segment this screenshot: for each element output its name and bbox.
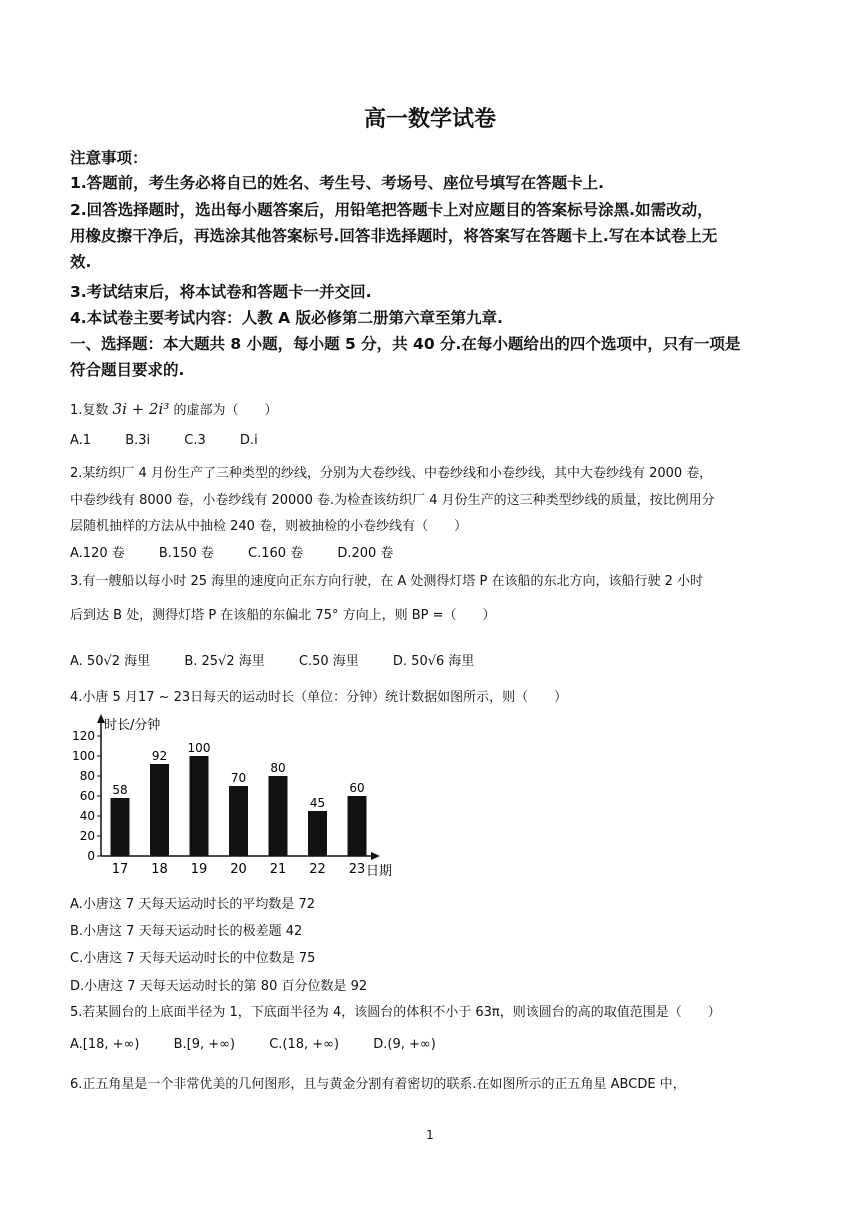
note-3: 3.考试结束后，将本试卷和答题卡一并交回. — [70, 283, 372, 301]
bar — [348, 796, 367, 856]
x-tick-label: 20 — [230, 862, 247, 877]
y-tick-label: 80 — [79, 769, 95, 783]
question-4-stem: 4.小唐 5 月17 ~ 23日每天的运动时长（单位：分钟）统计数据如图所示，则（ ） — [70, 690, 568, 705]
question-2-options — [70, 542, 423, 561]
x-tick-labels — [112, 862, 366, 877]
notes-heading: 注意事项： — [70, 149, 148, 167]
note-4: 4.本试卷主要考试内容：人教 A 版必修第二册第六章至第九章. — [70, 309, 503, 327]
note-2-line-2: 用橡皮擦干净后，再选涂其他答案标号.回答非选择题时，将答案写在答题卡上.写在本试卷上无 — [70, 227, 718, 245]
bar — [111, 798, 130, 856]
y-tick-label: 0 — [87, 849, 95, 863]
x-tick-label: 18 — [151, 862, 168, 877]
option-c: C.50 海里 — [298, 654, 359, 669]
page-title: 高一数学试卷 — [363, 107, 496, 132]
option-b: B.[9, +∞) — [173, 1037, 236, 1052]
option-b: B.150 卷 — [158, 546, 214, 561]
page-number: 1 — [426, 1128, 434, 1142]
question-3-line-2: 后到达 B 处，测得灯塔 P 在该船的东偏北 75° 方向上，则 BP =（ ） — [70, 608, 496, 623]
y-tick-label: 20 — [79, 829, 95, 843]
bar — [229, 786, 248, 856]
bar-value-label: 58 — [112, 783, 128, 797]
option-a: A.120 卷 — [70, 546, 125, 561]
option-d: D. 50√6 海里 — [392, 654, 475, 669]
question-2-line-3: 层随机抽样的方法从中抽检 240 卷，则被抽检的小卷纱线有（ ） — [70, 519, 468, 534]
y-axis-label: 时长/分钟 — [104, 718, 161, 733]
x-tick-label: 17 — [111, 862, 129, 877]
option-a: A.1 — [70, 433, 92, 448]
question-4-option-a: A.小唐这 7 天每天运动时长的平均数是 72 — [70, 897, 316, 912]
question-3-options — [70, 650, 504, 669]
y-tick-labels — [72, 729, 101, 863]
option-c: C.(18, +∞) — [269, 1037, 340, 1052]
question-1-options — [70, 433, 288, 448]
bar-value-label: 60 — [349, 781, 365, 795]
question-1-prefix: 1.复数 — [70, 403, 109, 418]
note-1: 1.答题前，考生务必将自已的姓名、考生号、考场号、座位号填写在答题卡上. — [70, 174, 605, 192]
x-tick-label: 22 — [309, 862, 326, 877]
question-5-stem: 5.若某圆台的上底面半径为 1，下底面半径为 4，该圆台的体积不小于 63π，则该圆台的高的取值范围是（ ） — [70, 1005, 721, 1020]
bar — [308, 811, 327, 856]
question-2-line-2: 中卷纱线有 8000 卷，小卷纱线有 20000 卷.为检查该纺织厂 4 月份生产的这三种类型纱线的质量，按比例用分 — [70, 493, 715, 508]
y-tick-label: 120 — [72, 729, 95, 743]
question-3-line-1: 3.有一艘船以每小时 25 海里的速度向正东方向行驶，在 A 处测得灯塔 P 在该船的东北方向，该船行驶 2 小时 — [70, 574, 704, 589]
question-1-stem — [70, 399, 278, 418]
option-a: A.[18, +∞) — [70, 1037, 140, 1052]
y-tick-label: 60 — [79, 789, 95, 803]
question-6-line-1: 6.正五角星是一个非常优美的几何图形，且与黄金分割有着密切的联系.在如图所示的正五角星 ABCDE 中， — [70, 1077, 686, 1092]
x-tick-label: 19 — [190, 862, 208, 877]
bar — [190, 756, 209, 856]
y-tick-label: 40 — [79, 809, 95, 823]
option-d: D.200 卷 — [337, 546, 394, 561]
bar — [269, 776, 288, 856]
option-b: B.3i — [125, 433, 151, 448]
bar-value-label: 92 — [151, 749, 168, 763]
x-axis-label: 日期 — [366, 864, 393, 879]
bar-value-label: 80 — [270, 761, 286, 775]
question-4-option-d: D.小唐这 7 天每天运动时长的第 80 百分位数是 92 — [70, 979, 368, 994]
section-1-line-2: 符合题目要求的. — [70, 361, 185, 379]
option-a: A. 50√2 海里 — [70, 654, 151, 669]
bar-value-label: 100 — [187, 741, 211, 755]
y-tick-label: 100 — [72, 749, 95, 763]
option-d: D.i — [239, 433, 258, 448]
question-2-line-1: 2.某纺织厂 4 月份生产了三种类型的纱线，分别为大卷纱线、中卷纱线和小卷纱线，其中大卷纱线有 2000 卷， — [70, 466, 713, 481]
x-tick-label: 21 — [269, 862, 287, 877]
bar — [150, 764, 169, 856]
bar-value-label: 70 — [230, 771, 247, 785]
bar-value-label: 45 — [309, 796, 326, 810]
note-2-line-1: 2.回答选择题时，选出每小题答案后，用铅笔把答题卡上对应题目的答案标号涂黑.如需改动， — [70, 201, 713, 219]
question-4-option-c: C.小唐这 7 天每天运动时长的中位数是 75 — [70, 951, 316, 966]
section-1-line-1: 一、选择题：本大题共 8 小题，每小题 5 分，共 40 分.在每小题给出的四个选项中，只有一项是 — [70, 335, 741, 353]
question-1-suffix: 的虚部为（ ） — [173, 403, 278, 418]
exercise-bar-chart — [68, 712, 408, 884]
x-tick-label: 23 — [348, 862, 366, 877]
question-5-options — [70, 1037, 466, 1052]
question-1-expression: 3i + 2i³ — [112, 400, 170, 418]
option-d: D.(9, +∞) — [373, 1037, 436, 1052]
note-2-line-3: 效. — [70, 253, 92, 271]
option-c: C.3 — [184, 433, 206, 448]
option-c: C.160 卷 — [248, 546, 304, 561]
option-b: B. 25√2 海里 — [184, 654, 265, 669]
question-4-option-b: B.小唐这 7 天每天运动时长的极差题 42 — [70, 924, 303, 939]
